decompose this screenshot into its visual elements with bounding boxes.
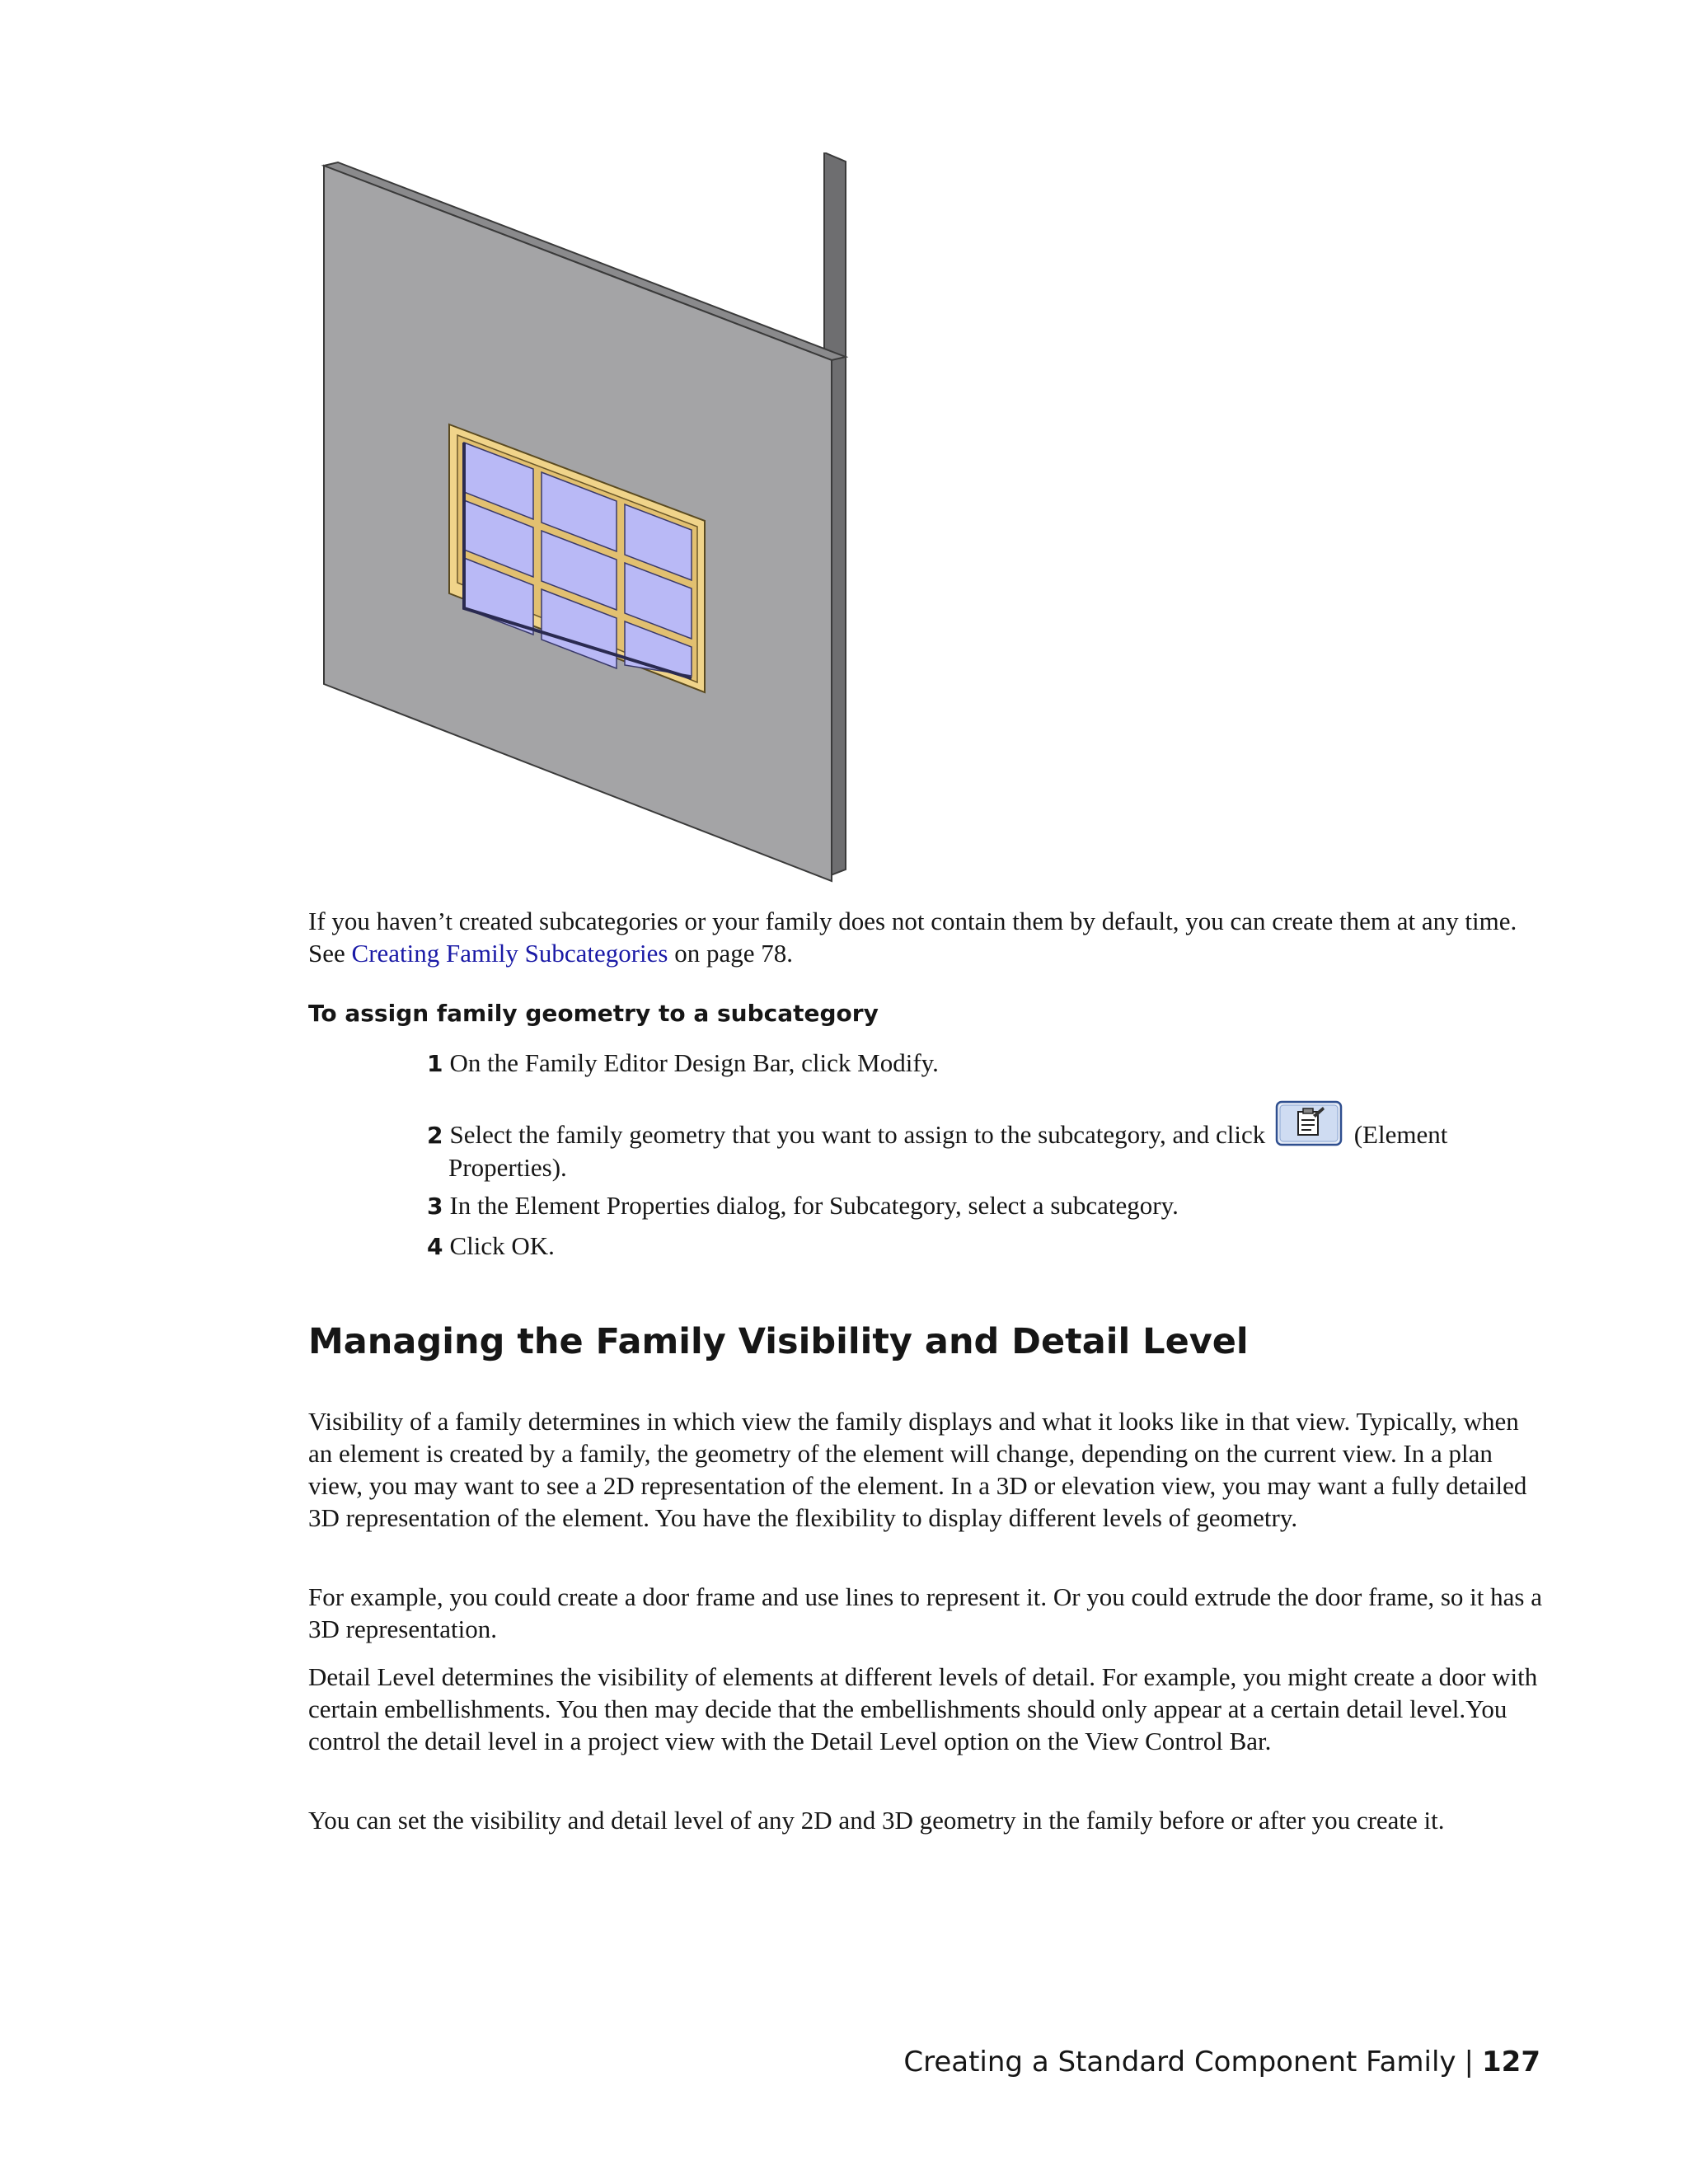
subcategories-link[interactable]: Creating Family Subcategories [351, 939, 668, 968]
section-paragraph-3: Detail Level determines the visibility of elements at different levels of detail. For example, you might create a door with certain embellishments. You then may decide that the embellishments should only appear at a certain detail level.You control the detail level in a project view with the Detail Level option on the View Control Bar. [308, 1662, 1538, 1755]
element-properties-icon[interactable] [1275, 1100, 1343, 1146]
section-paragraph-4: You can set the visibility and detail level of any 2D and 3D geometry in the family before or after you create it. [308, 1806, 1445, 1835]
step-1: 1 On the Family Editor Design Bar, click Modify. [427, 1048, 939, 1077]
step-4: 4 Click OK. [427, 1231, 555, 1260]
step-3: 3 In the Element Properties dialog, for Subcategory, select a subcategory. [427, 1191, 1179, 1220]
page-number: 127 [1482, 2046, 1540, 2079]
section-heading: Managing the Family Visibility and Detail Level [308, 1321, 1249, 1362]
footer-separator: | [1464, 2046, 1475, 2079]
intro-paragraph: If you haven’t created subcategories or your family does not contain them by default, you can create them at any time. See Creating Family Subcategories on page 78. [308, 907, 1517, 968]
page-footer [903, 2044, 1540, 2080]
section-paragraph-1: Visibility of a family determines in which view the family displays and what it looks like in that view. Typically, when an element is created by a family, the geometry of the element will change, depending on the current view. In a plan view, you may want to see a 2D representation of the element. In a 3D or elevation view, you may want a fully detailed 3D representation of the element. You have the flexibility to display different levels of geometry. [308, 1407, 1527, 1532]
section-paragraph-2: For example, you could create a door frame and use lines to represent it. Or you could extrude the door frame, so it has a 3D representation. [308, 1582, 1542, 1643]
footer-chapter: Creating a Standard Component Family [903, 2046, 1456, 2079]
step-2: 2 Select the family geometry that you want to assign to the subcategory, and click (Element Properties). [427, 1100, 1541, 1183]
procedure-title: To assign family geometry to a subcategory [308, 1000, 879, 1027]
wall-window-figure [313, 152, 874, 886]
